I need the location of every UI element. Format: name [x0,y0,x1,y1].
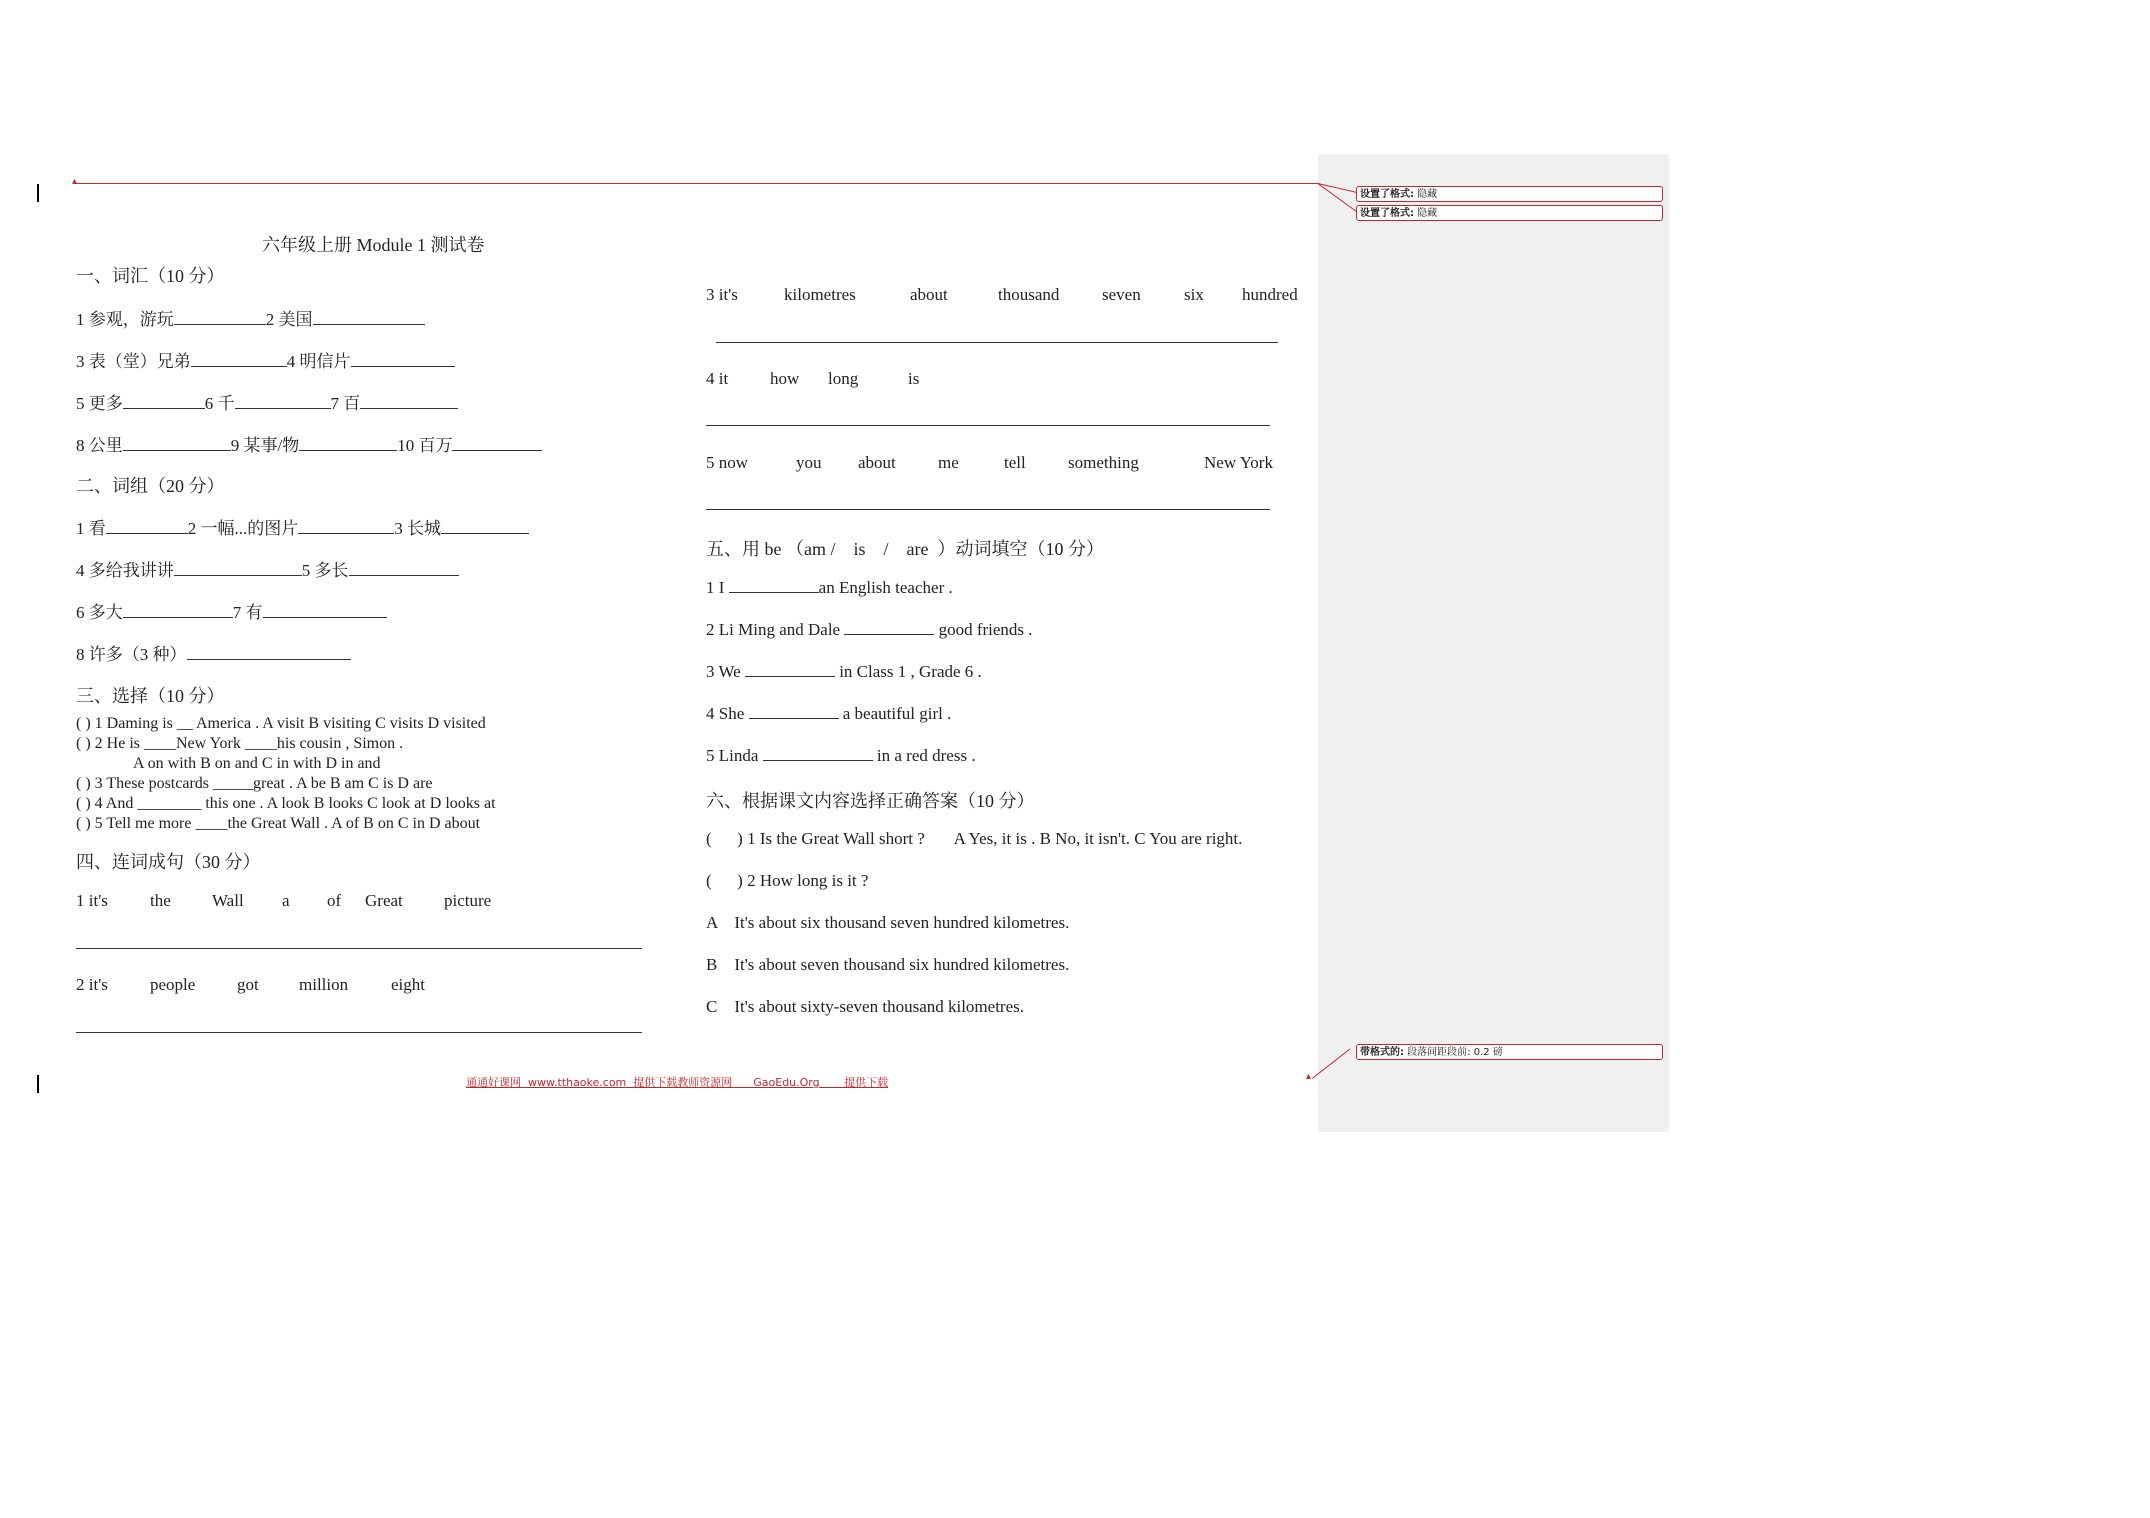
section-heading-sentences: 四、连词成句（30 分） [76,852,261,872]
section-heading-choice: 三、选择（10 分） [76,686,225,706]
section-heading-reading: 六、根据课文内容选择正确答案（10 分） [706,791,1035,811]
text-cursor-top [37,184,39,202]
scramble-sentence-2: 2 it's people got million eight [76,975,425,994]
scramble-sentence-3: 3 it's kilometres about thousand seven six hundred [706,285,1298,304]
vocab-line-3: 5 更多 6 千 7 百 [76,389,458,414]
comment-margin-panel [1318,154,1669,1132]
be-fill-4: 4 She a beautiful girl . [706,704,952,723]
reading-option-a: A It's about six thousand seven hundred kilometres. [706,913,1070,932]
page-title: 六年级上册 Module 1 测试卷 [262,235,485,255]
reading-question-2: ( ) 2 How long is it ? [706,871,869,890]
answer-line-5 [706,509,1270,510]
scramble-sentence-4: 4 it how long is [706,369,920,388]
choice-item-2: ( ) 2 He is ____New York ____his cousin , Simon . [76,735,404,752]
choice-item-3: ( ) 3 These postcards _____great . A be B am C is D are [76,775,433,792]
choice-item-5: ( ) 5 Tell me more ____the Great Wall . A of B on C in D about [76,815,481,832]
answer-line-4 [706,425,1270,426]
reading-option-b: B It's about seven thousand six hundred kilometres. [706,955,1070,974]
be-fill-2: 2 Li Ming and Dale good friends . [706,620,1033,639]
phrase-line-2: 4 多给我讲讲 5 多长 [76,556,459,581]
vocab-line-4: 8 公里 9 某事/物 10 百万 [76,431,542,456]
comment-label: 带格式的: [1360,1047,1404,1058]
phrase-line-1: 1 看 2 一幅...的图片 3 长城 [76,514,529,539]
revision-marker-top: ▴ [72,176,78,187]
be-fill-3: 3 We in Class 1 , Grade 6 . [706,662,982,681]
comment-balloon-2[interactable] [1356,205,1663,221]
comment-balloon-3[interactable] [1356,1044,1663,1060]
choice-item-4: ( ) 4 And ________ this one . A look B looks C look at D looks at [76,795,496,812]
comment-balloon-1[interactable] [1356,186,1663,202]
section-heading-vocab: 一、词汇（10 分） [76,266,225,286]
scramble-sentence-1: 1 it's the Wall a of Great picture [76,891,492,910]
reading-option-c: C It's about sixty-seven thousand kilometres. [706,997,1024,1016]
comment-label: 设置了格式: [1360,189,1414,200]
phrase-line-4: 8 许多（3 种） [76,640,351,665]
vocab-line-1: 1 参观，游玩 2 美国 [76,305,425,330]
comment-value: 隐藏 [1417,189,1438,200]
comment-label: 设置了格式: [1360,208,1414,219]
choice-item-1: ( ) 1 Daming is __ America . A visit B visiting C visits D visited [76,715,486,732]
answer-line-2 [76,1032,642,1033]
text-cursor-bottom [37,1075,39,1093]
be-fill-5: 5 Linda in a red dress . [706,746,976,765]
reading-question-1: ( ) 1 Is the Great Wall short ? A Yes, it is . B No, it isn't. C You are right. [706,829,1243,848]
comment-value: 段落间距段前: 0.2 磅 [1407,1047,1503,1058]
footer-source-link[interactable]: 通通好课网 www.tthaoke.com 提供下载教师资源网 GaoEdu.Org 提供下载 [466,1076,889,1089]
answer-line-3 [716,342,1278,343]
section-heading-phrases: 二、词组（20 分） [76,476,225,496]
revision-marker-bottom: ▴ [1306,1071,1312,1082]
scramble-sentence-5: 5 now you about me tell something New York [706,453,1273,472]
phrase-line-3: 6 多大 7 有 [76,598,387,623]
revision-line-top [74,183,1318,184]
comment-value: 隐藏 [1417,208,1438,219]
vocab-line-2: 3 表（堂）兄弟 4 明信片 [76,347,455,372]
answer-line-1 [76,948,642,949]
section-heading-be-verbs: 五、用 be （am / is / are ）动词填空（10 分） [706,539,1104,559]
be-fill-1: 1 I an English teacher . [706,578,953,597]
choice-item-2-options: A on with B on and C in with D in and [133,755,381,772]
